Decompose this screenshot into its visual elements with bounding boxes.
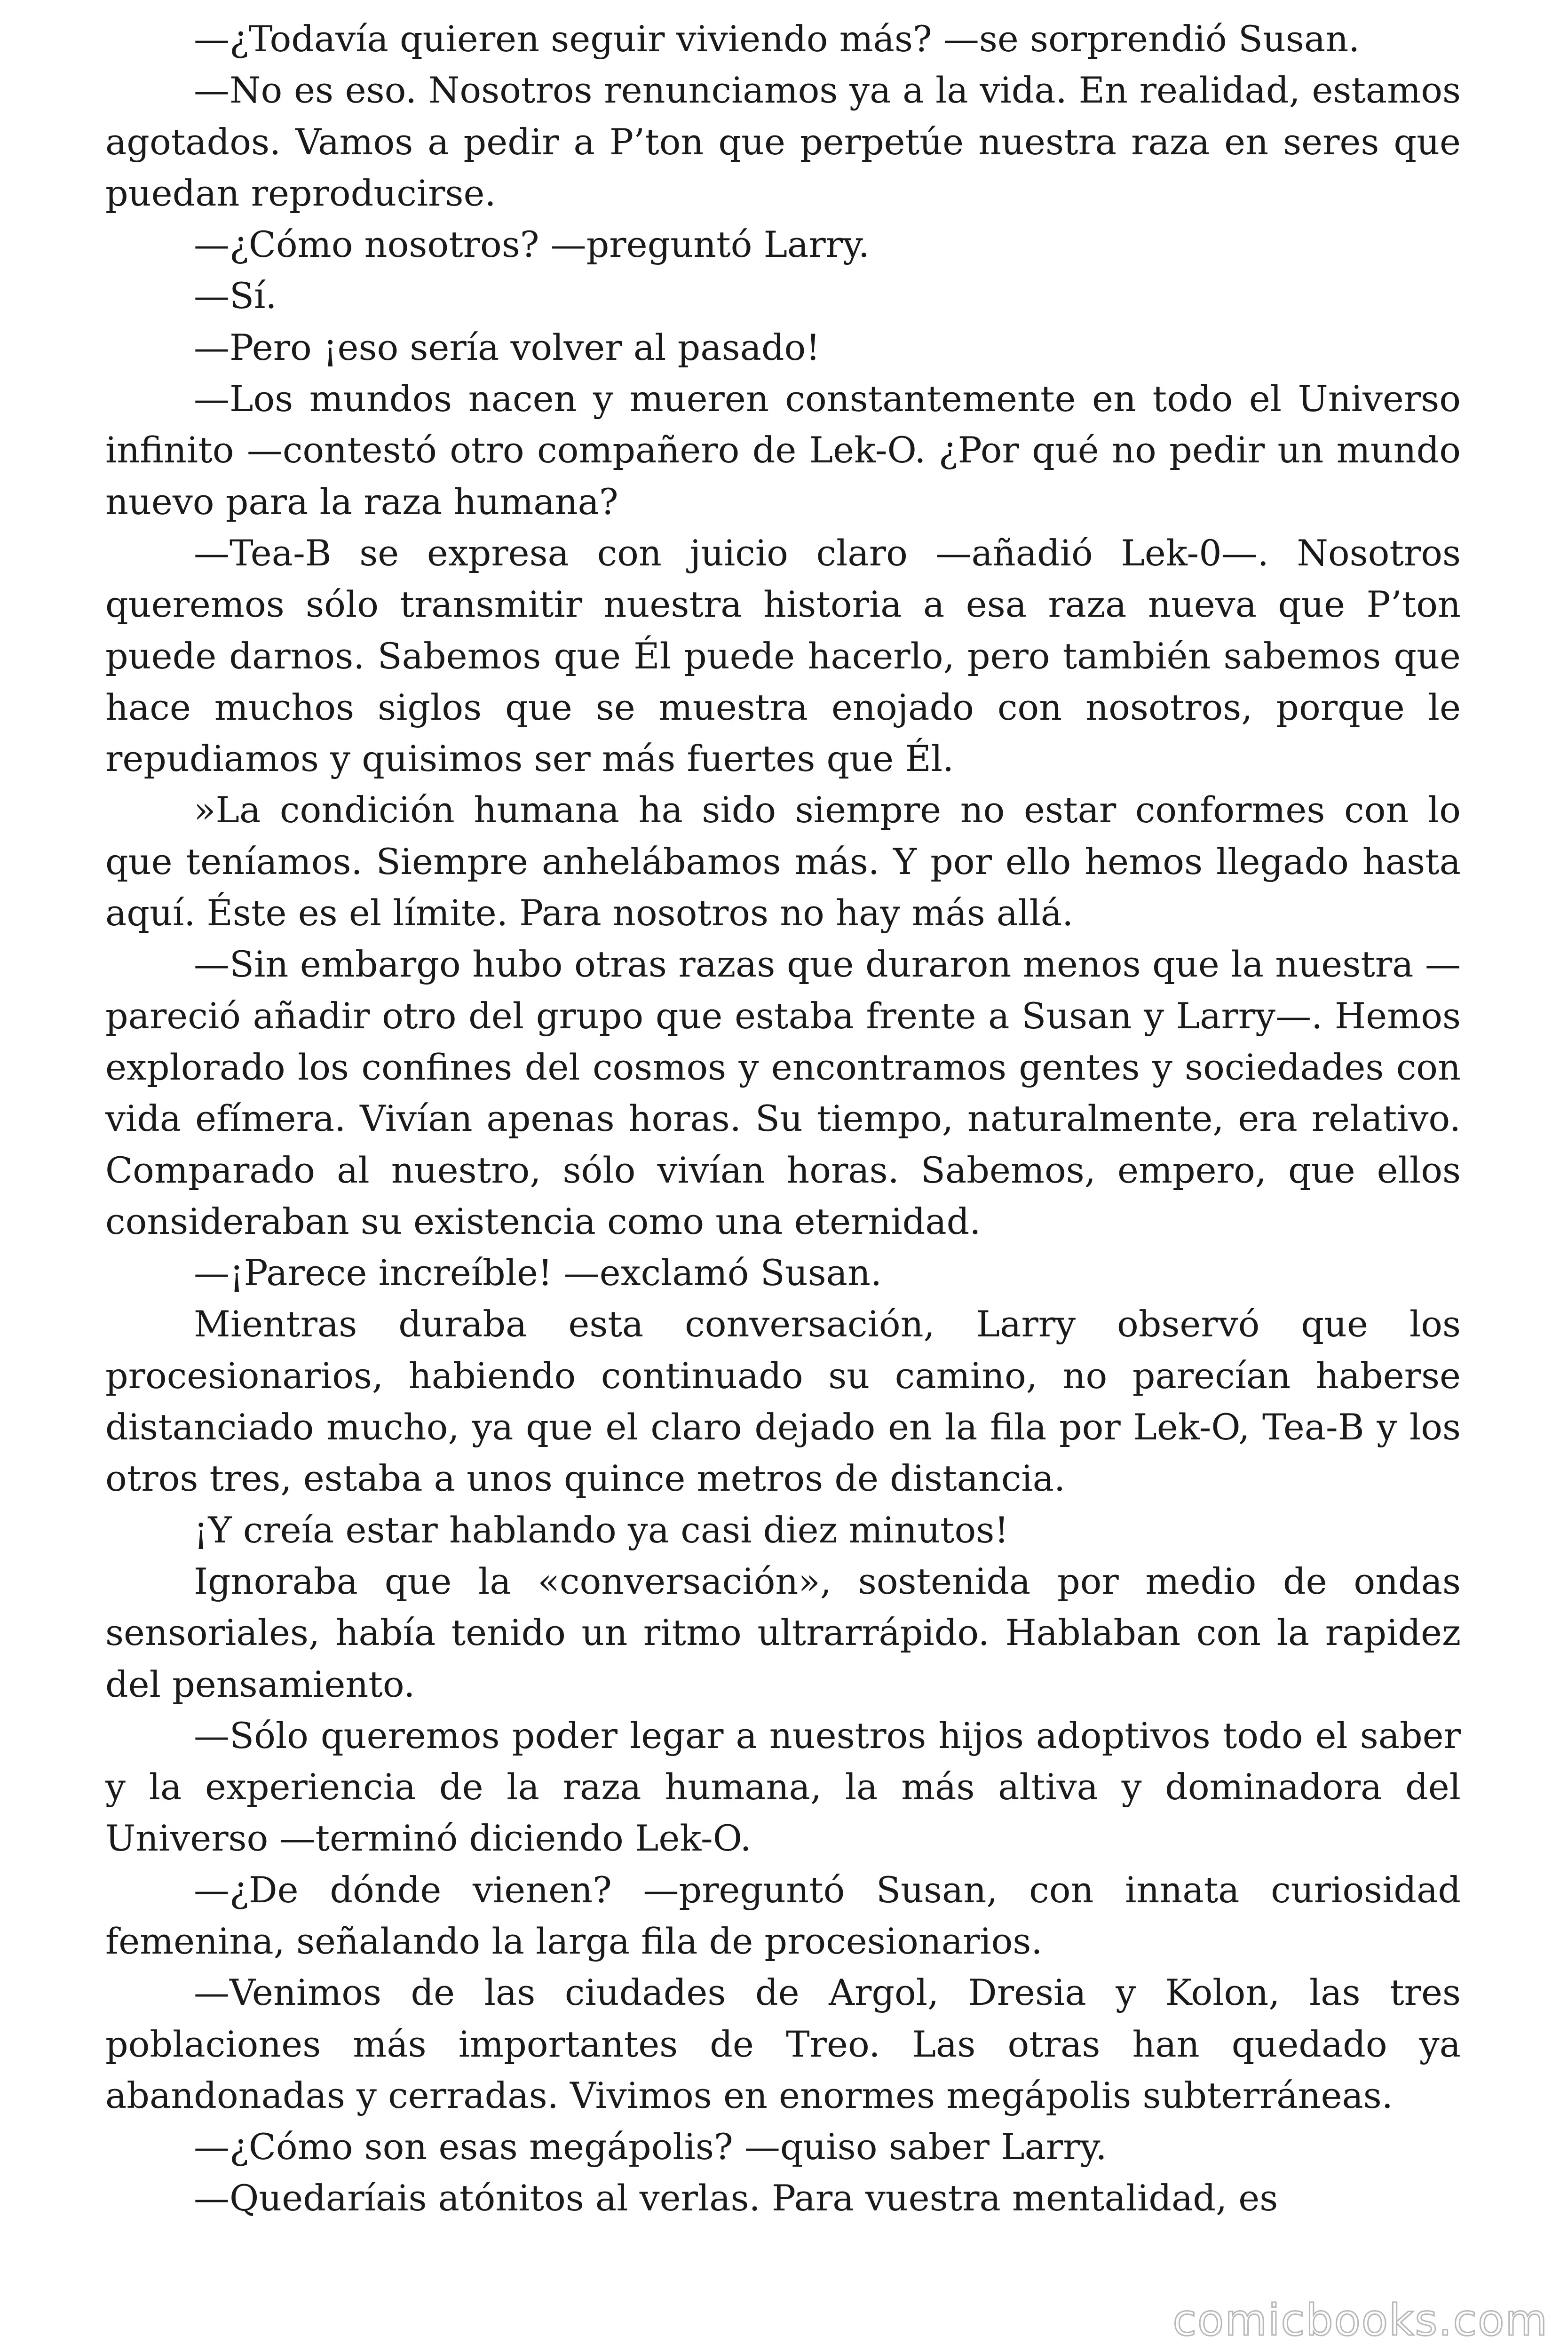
- paragraph: —Sin embargo hubo otras razas que duraron menos que la nuestra —pareció añadir otro del grupo que estaba frente a Susan y Larry—. Hemos explorado los confines del cosmos y encontramos gentes y sociedades con vida efímera. Vivían apenas horas. Su tiempo, naturalmente, era relativo. Comparado al nuestro, sólo vivían horas. Sabemos, empero, que ellos consideraban su existencia como una eternidad.: [105, 943, 1461, 1242]
- book-page: [105, 13, 1461, 2224]
- paragraph: —¿Cómo nosotros? —preguntó Larry.: [194, 223, 870, 266]
- paragraph: ¡Y creía estar hablando ya casi diez minutos!: [194, 1509, 1009, 1551]
- paragraph: —Sólo queremos poder legar a nuestros hijos adoptivos todo el saber y la experiencia de la raza humana, la más altiva y dominadora del Universo —terminó diciendo Lek-O.: [105, 1714, 1461, 1859]
- paragraph: —Pero ¡eso sería volver al pasado!: [194, 326, 820, 368]
- paragraph: Mientras duraba esta conversación, Larry observó que los procesionarios, habiendo continuado su camino, no parecían haberse distanciado mucho, ya que el claro dejado en la fila por Lek-O, Tea-B y los otros tres, estaba a unos quince metros de distancia.: [105, 1303, 1461, 1500]
- paragraph: —¿Todavía quieren seguir viviendo más? —se sorprendió Susan.: [194, 18, 1360, 60]
- paragraph: —¿De dónde vienen? —preguntó Susan, con innata curiosidad femenina, señalando la larga fila de procesionarios.: [105, 1868, 1461, 1962]
- paragraph: —Quedaríais atónitos al verlas. Para vuestra mentalidad, es: [194, 2177, 1278, 2219]
- paragraph: »La condición humana ha sido siempre no estar conformes con lo que teníamos. Siempre anhelábamos más. Y por ello hemos llegado hasta aquí. Éste es el límite. Para nosotros no hay más allá.: [105, 789, 1461, 934]
- paragraph: —Venimos de las ciudades de Argol, Dresia y Kolon, las tres poblaciones más importantes de Treo. Las otras han quedado ya abandonadas y cerradas. Vivimos en enormes megápolis subterráneas.: [105, 1971, 1461, 2116]
- paragraph: —Sí.: [194, 275, 277, 317]
- paragraph: Ignoraba que la «conversación», sostenida por medio de ondas sensoriales, había tenido un ritmo ultrarrápido. Hablaban con la rapidez del pensamiento.: [105, 1560, 1461, 1705]
- paragraph: —Tea-B se expresa con juicio claro —añadió Lek-0—. Nosotros queremos sólo transmitir nuestra historia a esa raza nueva que P’ton puede darnos. Sabemos que Él puede hacerlo, pero también sabemos que hace muchos siglos que se muestra enojado con nosotros, porque le repudiamos y quisimos ser más fuertes que Él.: [105, 532, 1461, 780]
- paragraph: —No es eso. Nosotros renunciamos ya a la vida. En realidad, estamos agotados. Vamos a pedir a P’ton que perpetúe nuestra raza en seres que puedan reproducirse.: [105, 69, 1461, 214]
- paragraph: —Los mundos nacen y mueren constantemente en todo el Universo infinito —contestó otro compañero de Lek-O. ¿Por qué no pedir un mundo nuevo para la raza humana?: [105, 378, 1461, 523]
- site-watermark: comicbooks.com: [1172, 2295, 1548, 2345]
- paragraph: —¡Parece increíble! —exclamó Susan.: [194, 1252, 882, 1294]
- paragraph: —¿Cómo son esas megápolis? —quiso saber Larry.: [194, 2126, 1107, 2168]
